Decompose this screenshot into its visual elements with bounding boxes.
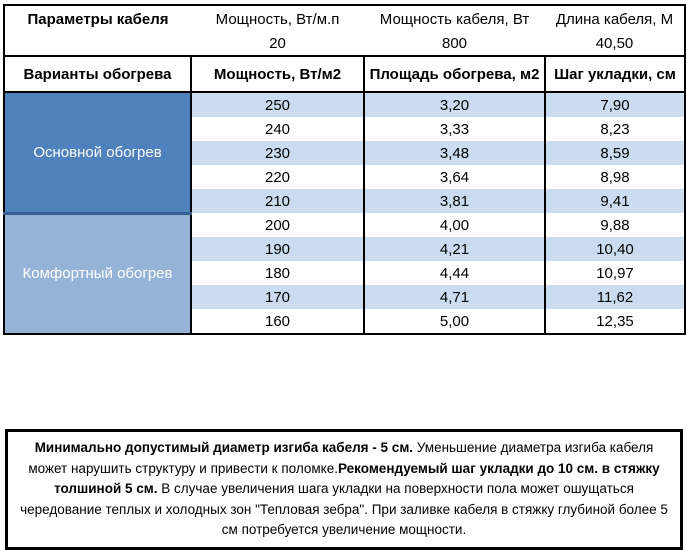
param-title: Параметры кабеля	[27, 10, 169, 28]
param-col-label-cable-power: Мощность кабеля, Вт	[379, 10, 530, 28]
cable-table	[3, 4, 686, 335]
section-cell: Основной обогрев	[4, 92, 191, 213]
note-box	[5, 429, 683, 550]
data-cell: 8,98	[545, 165, 685, 189]
data-cell: 11,62	[545, 285, 685, 309]
data-cell: 230	[191, 141, 364, 165]
param-value-power-per-m: 20	[269, 35, 286, 52]
table-row	[4, 213, 685, 237]
data-cell: 10,97	[545, 261, 685, 285]
section-cell: Комфортный обогрев	[4, 213, 191, 334]
data-cell: 170	[191, 285, 364, 309]
data-cell: 180	[191, 261, 364, 285]
data-cell: 4,21	[364, 237, 545, 261]
header-cell-variants: Варианты обогрева	[4, 56, 191, 92]
note-segment: Минимально допустимый диаметр изгиба кабеля - 5 см.	[34, 440, 414, 455]
data-cell: 250	[191, 92, 364, 117]
param-value-cable-power: 800	[441, 35, 468, 52]
data-cell: 190	[191, 237, 364, 261]
note-segment: Рекомендуемый шаг укладки до 10 см. в стяжку толшиной 5 см.	[54, 460, 660, 496]
param-empty-cell	[4, 32, 191, 56]
data-cell: 200	[191, 213, 364, 237]
param-col-label-cable-length: Длина кабеля, М	[555, 10, 674, 28]
data-cell: 9,88	[545, 213, 685, 237]
data-cell: 8,59	[545, 141, 685, 165]
data-cell: 8,23	[545, 117, 685, 141]
data-cell: 10,40	[545, 237, 685, 261]
data-cell: 4,44	[364, 261, 545, 285]
data-cell: 3,81	[364, 189, 545, 213]
param-value-cable-length: 40,50	[595, 35, 634, 52]
data-cell: 4,00	[364, 213, 545, 237]
data-cell: 7,90	[545, 92, 685, 117]
data-cell: 240	[191, 117, 364, 141]
param-value-row	[4, 32, 685, 56]
data-cell: 210	[191, 189, 364, 213]
data-cell: 3,33	[364, 117, 545, 141]
data-cell: 160	[191, 309, 364, 334]
note-segment: В случае увеличения шага укладки на поверхности пола может ошущаться чередование теплых и холодных зон "Тепловая зебра". При заливке кабеля в стяжку глубиной более 5 см потребуется увеличение мощности.	[20, 481, 668, 537]
data-cell: 5,00	[364, 309, 545, 334]
data-cell: 220	[191, 165, 364, 189]
data-cell: 4,71	[364, 285, 545, 309]
data-cell: 3,48	[364, 141, 545, 165]
header-cell-area: Площадь обогрева, м2	[364, 56, 545, 92]
header-row	[4, 56, 685, 92]
data-cell: 12,35	[545, 309, 685, 334]
param-label-row	[4, 5, 685, 32]
data-cell: 3,20	[364, 92, 545, 117]
table-row	[4, 92, 685, 117]
header-cell-power: Мощность, Вт/м2	[191, 56, 364, 92]
data-cell: 9,41	[545, 189, 685, 213]
note-segment: Уменьшение диаметра изгиба кабеля может нарушить структуру и привести к поломке.	[28, 440, 654, 476]
header-cell-step: Шаг укладки, см	[545, 56, 685, 92]
table-body	[4, 92, 685, 334]
param-col-label-power-per-m: Мощность, Вт/м.п	[215, 10, 340, 28]
data-cell: 3,64	[364, 165, 545, 189]
